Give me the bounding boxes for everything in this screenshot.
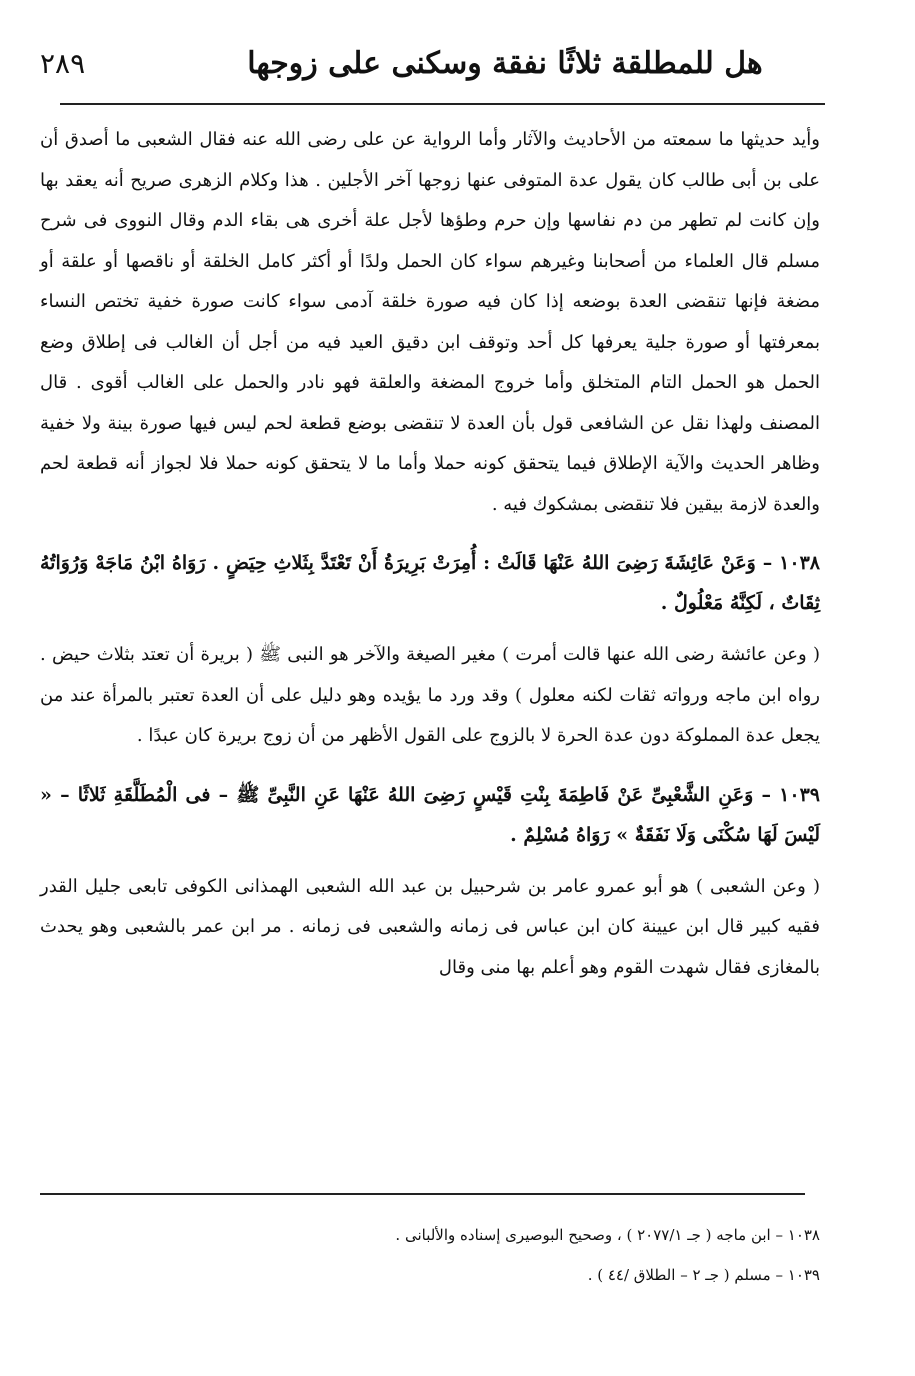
running-title: هل للمطلقة ثلاثًا نفقة وسكنى على زوجها (247, 46, 763, 81)
footnote-rule (40, 1193, 805, 1195)
header-rule (60, 103, 825, 105)
footnote-1038: ١٠٣٨ – ابن ماجه ( جـ ٢٠٧٧/١ ) ، وصحيح البوصيرى إسناده والألبانى . (395, 1226, 820, 1244)
footnote-1039: ١٠٣٩ – مسلم ( جـ ٢ – الطلاق /٤٤ ) . (587, 1266, 820, 1284)
commentary-paragraph-3: ( وعن الشعبى ) هو أبو عمرو عامر بن شرحبيل بن عبد الله الشعبى الهمذانى الكوفى تابعى جليل القدر فقيه كبير قال ابن عيينة كان ابن عباس فى زمانه والشعبى فى زمانه . مر ابن عمر بالشعبى وهو يحدث بالمغازى فقال شهدت القوم وهو أعلم بها منى وقال (40, 875, 820, 978)
hadith-1039: ١٠٣٩ – وَعَنِ الشَّعْبِىِّ عَنْ فَاطِمَةَ بِنْتِ قَيْسٍ رَضِىَ اللهُ عَنْهَا عَنِ النَّبِىِّ ﷺ – فى الْمُطَلَّقَةِ ثَلاثًا – « لَيْسَ لَهَا سُكْنَى وَلَا نَفَقَةٌ » رَوَاهُ مُسْلِمٌ . (40, 783, 820, 846)
main-text (40, 120, 820, 988)
page-header (40, 42, 815, 94)
commentary-paragraph-2: ( وعن عائشة رضى الله عنها قالت أمرت ) مغير الصيغة والآخر هو النبى ﷺ ( بريرة أن تعتد بثلاث حيض . رواه ابن ماجه ورواته ثقات لكنه معلول ) وقد ورد ما يؤيده وهو دليل على أن العدة تعتبر بالمرأة عند من يجعل عدة المملوكة دون عدة الحرة لا بالزوج على القول الأظهر من أن زوج بريرة كان عبدًا . (40, 644, 820, 746)
footnotes (40, 1215, 820, 1295)
page-number: ٢٨٩ (40, 47, 86, 80)
commentary-paragraph-1: وأيد حديثها ما سمعته من الأحاديث والآثار وأما الرواية عن على رضى الله عنه فقال الشعبى ما أصدق أن على بن أبى طالب كان يقول عدة المتوفى عنها زوجها آخر الأجلين . هذا وكلام الزهرى صريح أنه يعقد بها وإن كانت لم تطهر من دم نفاسها وإن حرم وطؤها لأجل علة أخرى هى بقاء الدم وقال النووى فى شرح مسلم قال العلماء من أصحابنا وغيرهم سواء كان الحمل ولدًا أو أكثر كامل الخلقة أو ناقصها أو علقة أو مضغة فإنها تنقضى العدة بوضعه إذا كان فيه صورة خلقة آدمى سواء كانت صورة خفية تختص النساء بمعرفتها أو صورة جلية يعرفها كل أحد وتوقف ابن دقيق العيد فيه من أجل أن الغالب فى إطلاق وضع الحمل هو الحمل التام المتخلق وأما خروج المضغة والعلقة فهو نادر والحمل على الغالب أقوى . قال المصنف ولهذا نقل عن الشافعى قول بأن العدة لا تنقضى بوضع قطعة لحم ليس فيها صورة بينة ولا خفية وظاهر الحديث والآية الإطلاق فيما يتحقق كونه حملا وأما ما لا يتحقق كونه حملا فلا لجواز أنه قطعة لحم والعدة لازمة بيقين فلا تنقضى بمشكوك فيه . (40, 129, 820, 515)
hadith-1038: ١٠٣٨ – وَعَنْ عَائِشَةَ رَضِىَ اللهُ عَنْهَا قَالَتْ : أُمِرَتْ بَرِيرَةُ أَنْ تَعْتَدَّ بِثَلاثِ حِيَضٍ . رَوَاهُ ابْنُ مَاجَهْ وَرُوَاتُهُ ثِقَاتٌ ، لَكِنَّهُ مَعْلُولٌ . (40, 552, 820, 614)
